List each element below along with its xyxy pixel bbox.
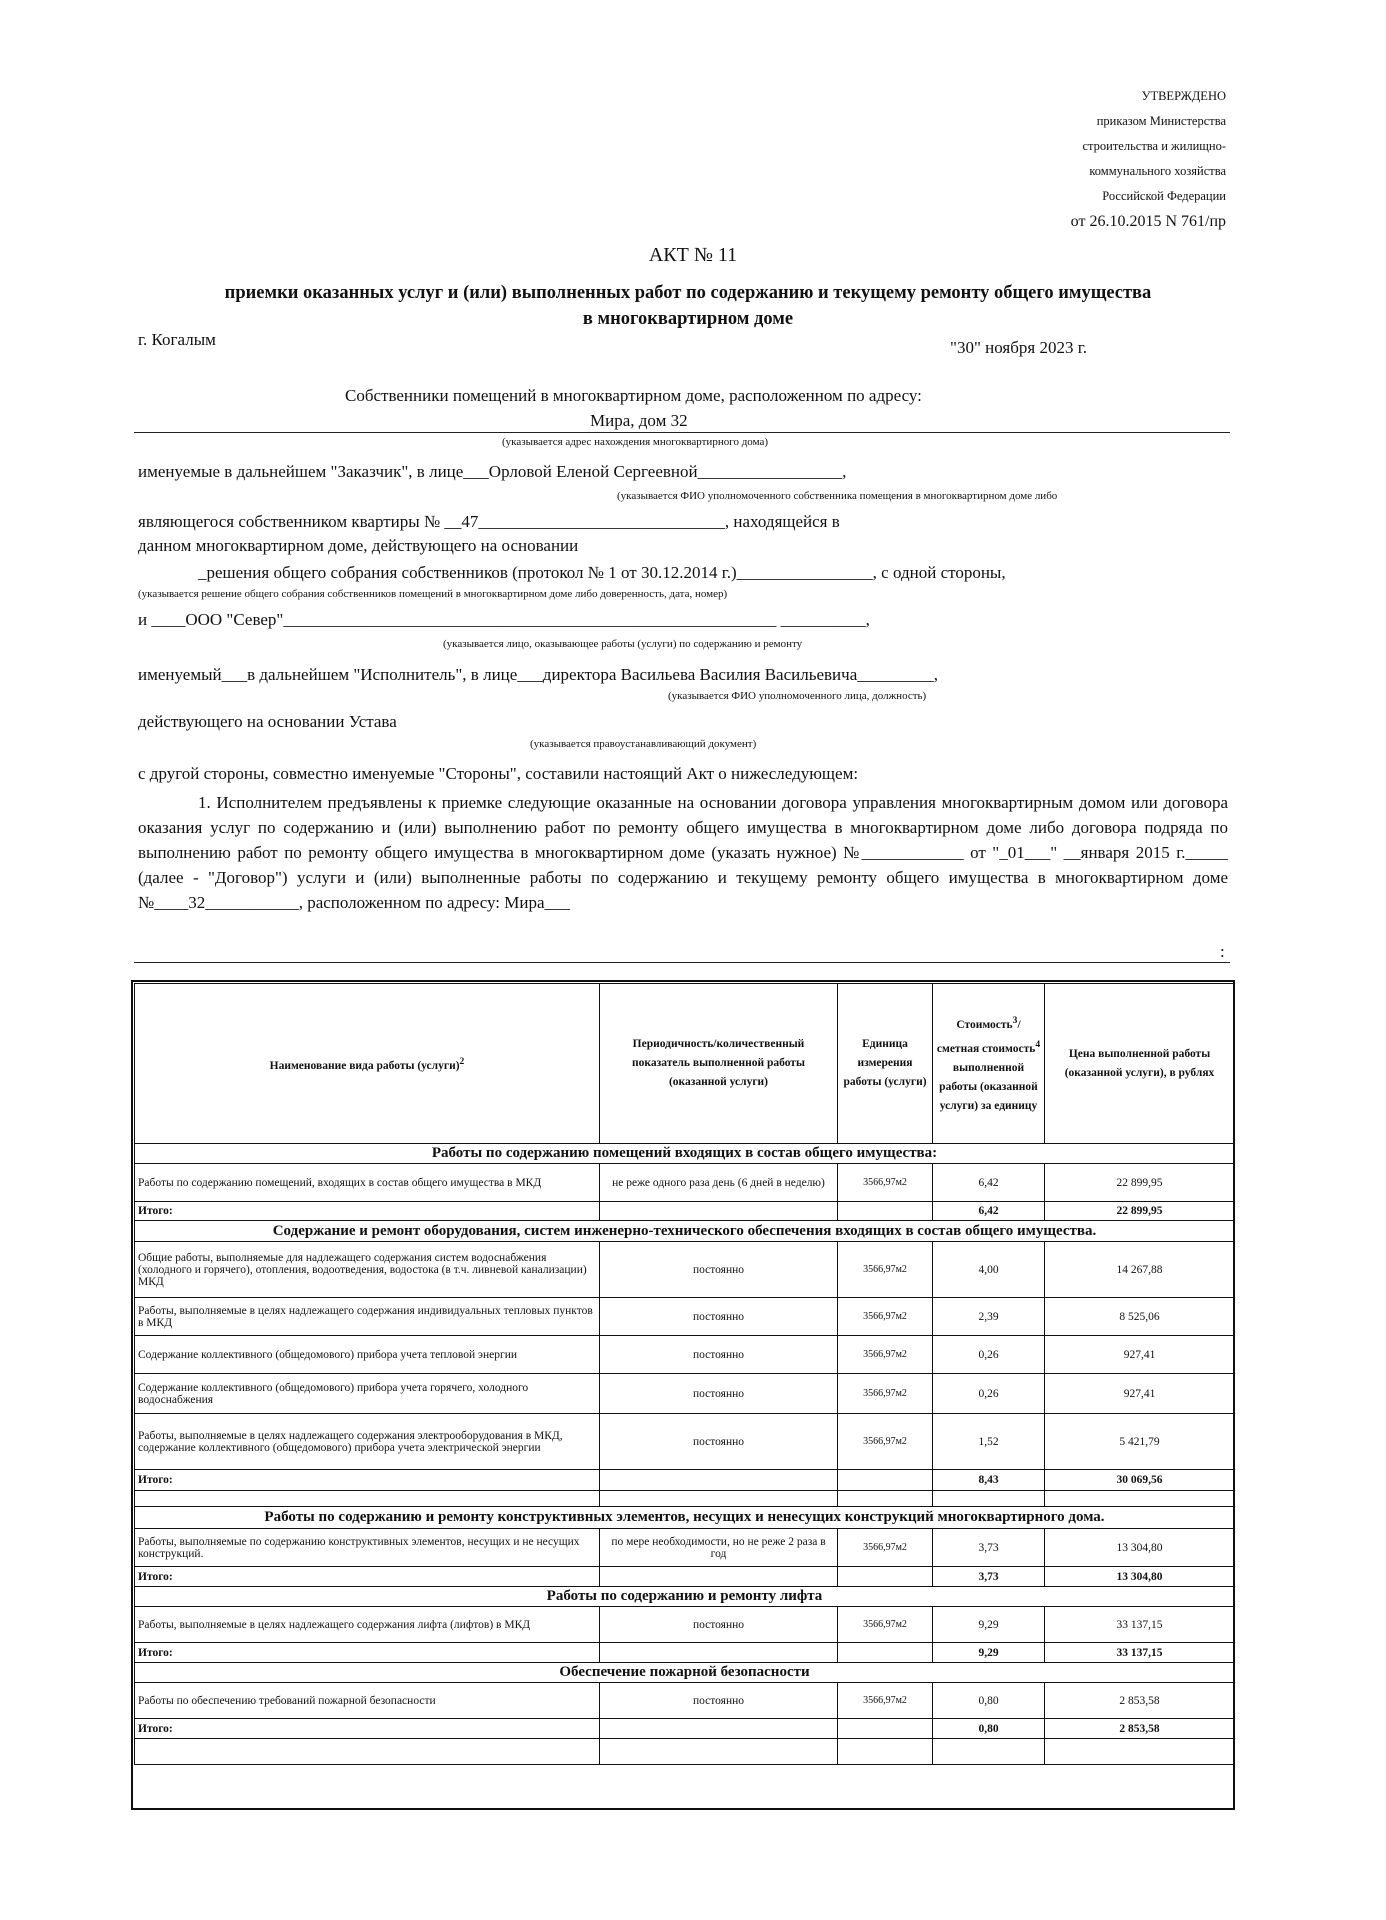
header-unit: Единица измерения работы (услуги) bbox=[838, 984, 933, 1144]
executor-line: именуемый___в дальнейшем "Исполнитель", в лице___директора Васильева Василия Васильевича_________, bbox=[138, 665, 938, 684]
work-unit: 3566,97м2 bbox=[838, 1374, 933, 1414]
work-name: Работы, выполняемые в целях надлежащего содержания электрооборудования в МКД, содержание коллективного (общедомового) прибора учета электрической энергии bbox=[135, 1414, 600, 1470]
work-name: Общие работы, выполняемые для надлежащего содержания систем водоснабжения (холодного и горячего), отопления, водоотведения, водостока (в т.ч. ливневой канализации) МКД bbox=[135, 1242, 600, 1298]
note-fio-owner: (указывается ФИО уполномоченного собственника помещения в многоквартирном доме либо bbox=[617, 490, 1058, 502]
work-name: Работы, выполняемые по содержанию конструктивных элементов, несущих и не несущих конструкций. bbox=[135, 1529, 600, 1567]
work-cost: 4,00 bbox=[933, 1242, 1045, 1298]
work-price: 33 137,15 bbox=[1045, 1607, 1235, 1643]
approval-order: от 26.10.2015 N 761/пр bbox=[1070, 213, 1226, 230]
basis-line: данном многоквартирном доме, действующего на основании bbox=[138, 536, 579, 555]
table-header-row bbox=[135, 984, 1235, 1144]
colon: : bbox=[1220, 942, 1225, 961]
total-row bbox=[135, 1567, 1235, 1587]
contractor-line: и ____ООО "Север"__________________________________________________________ __________, bbox=[138, 610, 870, 629]
work-period: постоянно bbox=[600, 1414, 838, 1470]
work-period: постоянно bbox=[600, 1607, 838, 1643]
total-price: 33 137,15 bbox=[1045, 1643, 1235, 1663]
work-cost: 0,80 bbox=[933, 1683, 1045, 1719]
work-price: 22 899,95 bbox=[1045, 1164, 1235, 1202]
note-executor: (указывается ФИО уполномоченного лица, должность) bbox=[668, 690, 927, 702]
work-unit: 3566,97м2 bbox=[838, 1298, 933, 1336]
work-unit: 3566,97м2 bbox=[838, 1242, 933, 1298]
customer-line: именуемые в дальнейшем "Заказчик", в лице___Орловой Еленой Сергеевной_________________, bbox=[138, 462, 847, 481]
work-name: Содержание коллективного (общедомового) прибора учета горячего, холодного водоснабжения bbox=[135, 1374, 600, 1414]
total-price: 30 069,56 bbox=[1045, 1470, 1235, 1491]
work-price: 5 421,79 bbox=[1045, 1414, 1235, 1470]
approval-stamp bbox=[1071, 84, 1226, 234]
work-cost: 1,52 bbox=[933, 1414, 1045, 1470]
subtitle-line-1: приемки оказанных услуг и (или) выполненных работ по содержанию и текущему ремонту общего имущества bbox=[224, 283, 1152, 303]
table-row bbox=[135, 1607, 1235, 1643]
work-name: Работы, выполняемые в целях надлежащего содержания индивидуальных тепловых пунктов в МКД bbox=[135, 1298, 600, 1336]
table-row bbox=[135, 1242, 1235, 1298]
approval-line: УТВЕРЖДЕНО bbox=[1141, 89, 1226, 103]
approval-line: Российской Федерации bbox=[1102, 189, 1226, 203]
approval-line: приказом Министерства bbox=[1096, 114, 1226, 128]
subtitle-line-2: в многоквартирном доме bbox=[582, 309, 794, 329]
section-row bbox=[135, 1663, 1235, 1683]
address: Мира, дом 32 bbox=[590, 411, 688, 430]
header-cost: Стоимость$^3$/сметная стоимость$^4$ выполненной работы (оказанной услуги) за единицу bbox=[933, 984, 1045, 1144]
work-period: постоянно bbox=[600, 1298, 838, 1336]
work-name: Работы по обеспечению требований пожарной безопасности bbox=[135, 1683, 600, 1719]
note-address: (указывается адрес нахождения многоквартирного дома) bbox=[502, 436, 769, 448]
work-name: Работы по содержанию помещений, входящих в состав общего имущества в МКД bbox=[135, 1164, 600, 1202]
approval-line: коммунального хозяйства bbox=[1089, 164, 1226, 178]
decision-line: _решения общего собрания собственников (протокол № 1 от 30.12.2014 г.)________________, с одной стороны, bbox=[198, 563, 1006, 582]
charter-line: действующего на основании Устава bbox=[138, 712, 397, 731]
clause-1: 1. Исполнителем предъявлены к приемке следующие оказанные на основании договора управления многоквартирным домом или договора оказания услуг по содержанию и (или) выполнению работ по ремонту общего имущества в многоквартирном доме либо договора подряда по выполнению работ по ремонту общего имущества в многоквартирном доме (указать нужное) №____________ от "_01___" __января 2015 г._____ (далее - "Договор") услуги и (или) выполненные работы по содержанию и текущему ремонту общего имущества в многоквартирном доме №____32___________, расположенном по адресу: Мира___ bbox=[138, 793, 1228, 912]
total-cost: 9,29 bbox=[933, 1643, 1045, 1663]
work-unit: 3566,97м2 bbox=[838, 1683, 933, 1719]
section-row bbox=[135, 1144, 1235, 1164]
total-cost: 0,80 bbox=[933, 1719, 1045, 1739]
work-period: постоянно bbox=[600, 1336, 838, 1374]
work-price: 13 304,80 bbox=[1045, 1529, 1235, 1567]
approval-line: строительства и жилищно- bbox=[1082, 139, 1226, 153]
table-row bbox=[135, 1164, 1235, 1202]
total-cost: 6,42 bbox=[933, 1202, 1045, 1221]
total-price: 22 899,95 bbox=[1045, 1202, 1235, 1221]
section-title: Работы по содержанию помещений входящих в состав общего имущества: bbox=[135, 1144, 1235, 1164]
work-unit: 3566,97м2 bbox=[838, 1336, 933, 1374]
work-period: постоянно bbox=[600, 1242, 838, 1298]
work-price: 8 525,06 bbox=[1045, 1298, 1235, 1336]
work-period: постоянно bbox=[600, 1683, 838, 1719]
act-title: АКТ № 11 bbox=[648, 244, 738, 266]
work-cost: 0,26 bbox=[933, 1336, 1045, 1374]
total-cost: 3,73 bbox=[933, 1567, 1045, 1587]
note-decision: (указывается решение общего собрания собственников помещений в многоквартирном доме либо доверенность, дата, номер) bbox=[138, 588, 728, 600]
work-cost: 3,73 bbox=[933, 1529, 1045, 1567]
spacer-row bbox=[135, 1739, 1235, 1765]
work-period: не реже одного раза день (6 дней в неделю) bbox=[600, 1164, 838, 1202]
work-cost: 0,26 bbox=[933, 1374, 1045, 1414]
clause-underline bbox=[134, 962, 1230, 963]
section-title: Работы по содержанию и ремонту лифта bbox=[135, 1587, 1235, 1607]
work-cost: 6,42 bbox=[933, 1164, 1045, 1202]
apartment-line: являющегося собственником квартиры № __47_____________________________, находящейся в bbox=[138, 512, 840, 531]
act-subtitle bbox=[138, 280, 1238, 332]
total-label: Итого: bbox=[135, 1202, 600, 1221]
total-cost: 8,43 bbox=[933, 1470, 1045, 1491]
total-price: 13 304,80 bbox=[1045, 1567, 1235, 1587]
section-row bbox=[135, 1587, 1235, 1607]
parties-line: с другой стороны, совместно именуемые "Стороны", составили настоящий Акт о нижеследующем: bbox=[138, 764, 859, 783]
section-title: Обеспечение пожарной безопасности bbox=[135, 1663, 1235, 1683]
work-name: Работы, выполняемые в целях надлежащего содержания лифта (лифтов) в МКД bbox=[135, 1607, 600, 1643]
services-table bbox=[134, 983, 1235, 1765]
total-row bbox=[135, 1202, 1235, 1221]
work-cost: 9,29 bbox=[933, 1607, 1045, 1643]
total-label: Итого: bbox=[135, 1567, 600, 1587]
work-unit: 3566,97м2 bbox=[838, 1529, 933, 1567]
total-label: Итого: bbox=[135, 1643, 600, 1663]
table-row bbox=[135, 1336, 1235, 1374]
section-title: Работы по содержанию и ремонту конструктивных элементов, несущих и ненесущих конструкций многоквартирного дома. bbox=[135, 1507, 1235, 1529]
header-price: Цена выполненной работы (оказанной услуги), в рублях bbox=[1045, 984, 1235, 1144]
table-row bbox=[135, 1298, 1235, 1336]
section-row bbox=[135, 1507, 1235, 1529]
table-row bbox=[135, 1529, 1235, 1567]
work-price: 927,41 bbox=[1045, 1336, 1235, 1374]
act-date: "30" ноября 2023 г. bbox=[950, 338, 1087, 357]
owners-line: Собственники помещений в многоквартирном доме, расположенном по адресу: bbox=[345, 386, 922, 405]
note-charter: (указывается правоустанавливающий документ) bbox=[530, 738, 757, 750]
table-row bbox=[135, 1414, 1235, 1470]
spacer-row bbox=[135, 1491, 1235, 1507]
total-row bbox=[135, 1719, 1235, 1739]
section-row bbox=[135, 1221, 1235, 1242]
work-period: постоянно bbox=[600, 1374, 838, 1414]
table-row bbox=[135, 1683, 1235, 1719]
work-price: 2 853,58 bbox=[1045, 1683, 1235, 1719]
total-price: 2 853,58 bbox=[1045, 1719, 1235, 1739]
total-label: Итого: bbox=[135, 1470, 600, 1491]
total-row bbox=[135, 1643, 1235, 1663]
note-contractor: (указывается лицо, оказывающее работы (услуги) по содержанию и ремонту bbox=[443, 638, 803, 650]
header-period: Периодичность/количественный показатель выполненной работы (оказанной услуги) bbox=[600, 984, 838, 1144]
work-price: 927,41 bbox=[1045, 1374, 1235, 1414]
work-price: 14 267,88 bbox=[1045, 1242, 1235, 1298]
total-label: Итого: bbox=[135, 1719, 600, 1739]
header-name: Наименование вида работы (услуги)$^2$ bbox=[135, 984, 600, 1144]
work-name: Содержание коллективного (общедомового) прибора учета тепловой энергии bbox=[135, 1336, 600, 1374]
work-unit: 3566,97м2 bbox=[838, 1414, 933, 1470]
city: г. Когалым bbox=[138, 330, 216, 349]
address-underline bbox=[134, 432, 1230, 433]
total-row bbox=[135, 1470, 1235, 1491]
work-unit: 3566,97м2 bbox=[838, 1164, 933, 1202]
work-cost: 2,39 bbox=[933, 1298, 1045, 1336]
work-unit: 3566,97м2 bbox=[838, 1607, 933, 1643]
work-period: по мере необходимости, но не реже 2 раза в год bbox=[600, 1529, 838, 1567]
table-row bbox=[135, 1374, 1235, 1414]
section-title: Содержание и ремонт оборудования, систем инженерно-технического обеспечения входящих в состав общего имущества. bbox=[135, 1221, 1235, 1242]
